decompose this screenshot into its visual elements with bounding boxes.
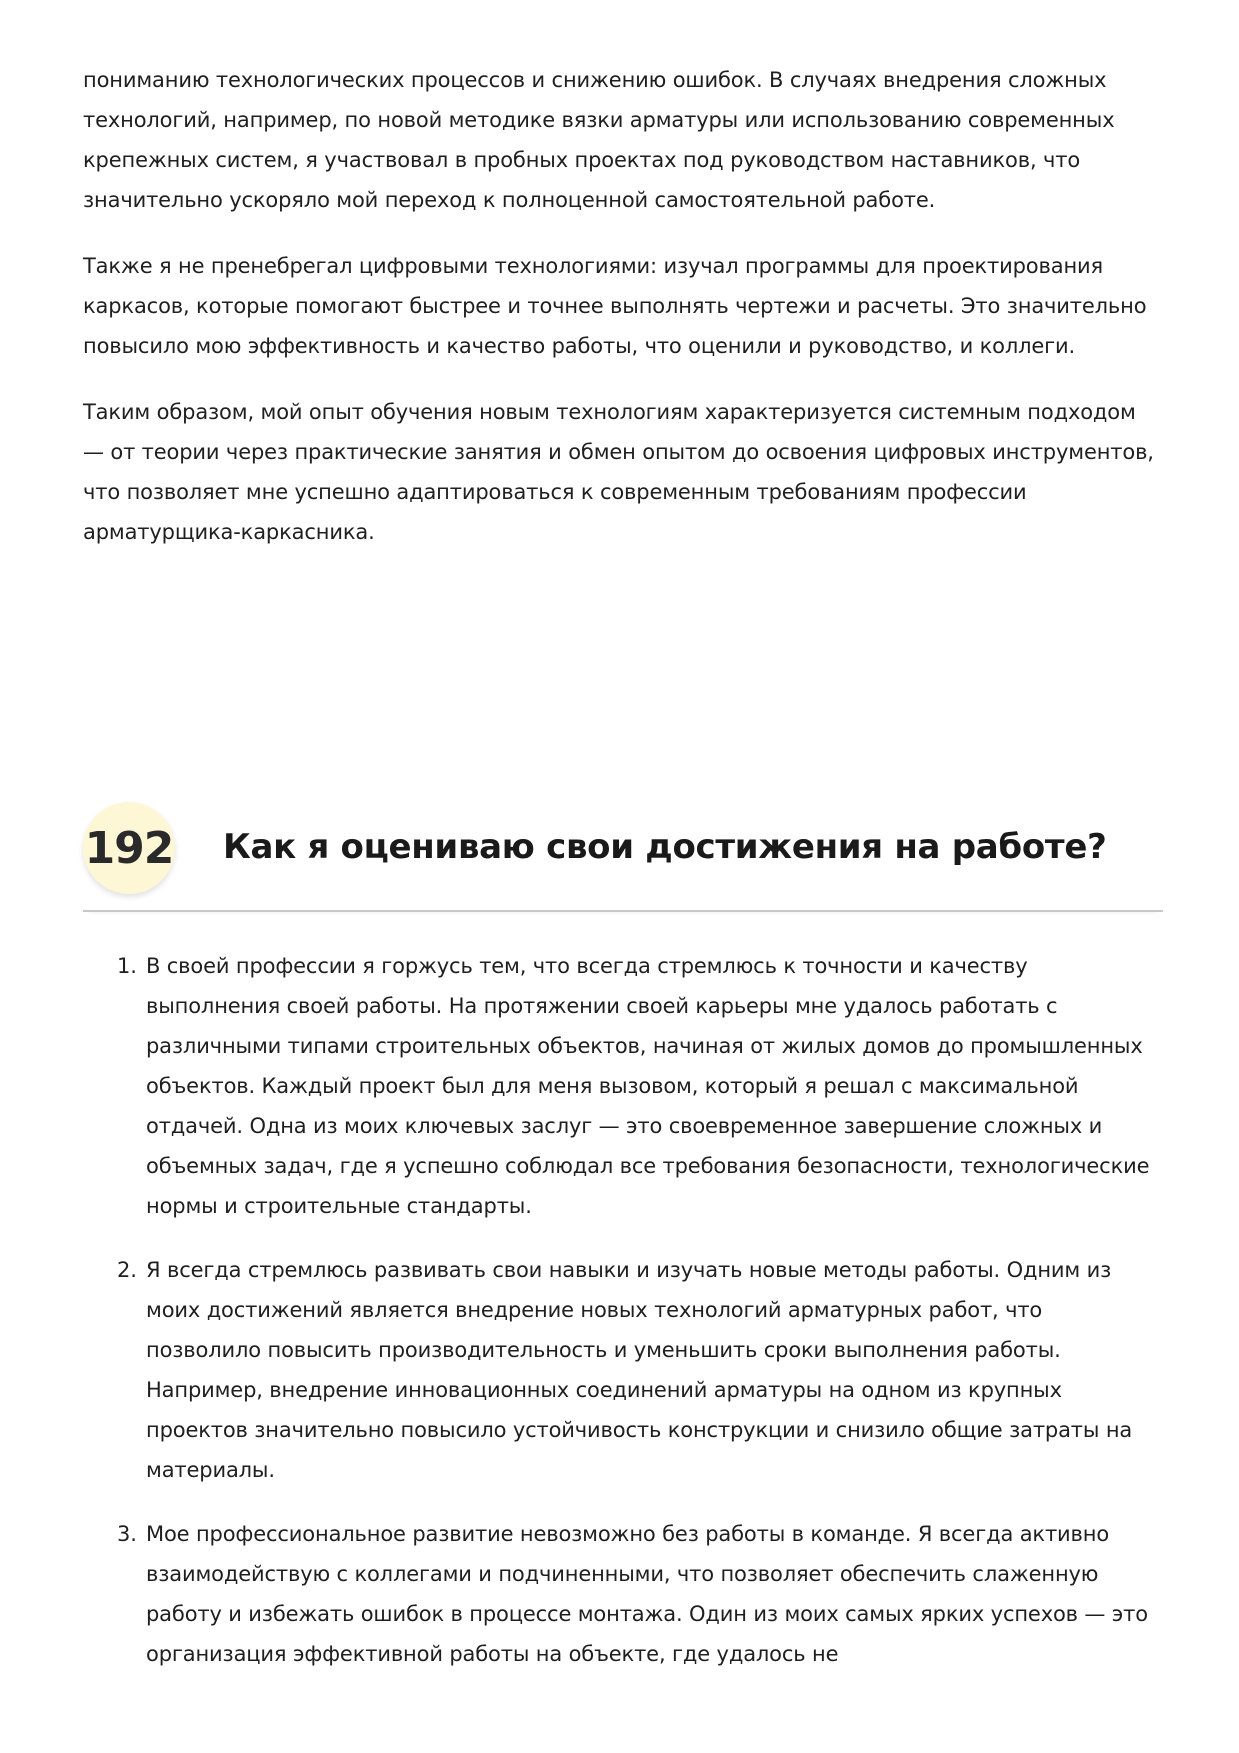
answer-text: В своей профессии я горжусь тем, что всегда стремлюсь к точности и качеству выполнения своей работы. На протяжении своей карьеры мне удалось работать с различными типами строительных объектов, начиная от жилых домов до промышленных объектов. Каждый проект был для меня вызовом, который я решал с максимальной отдачей. Одна из моих ключевых заслуг — это своевременное завершение сложных и объемных задач, где я успешно соблюдал все требования безопасности, технологические нормы и строительные стандарты.	[146, 954, 1150, 1218]
answer-text: Я всегда стремлюсь развивать свои навыки и изучать новые методы работы. Одним из моих достижений является внедрение новых технологий арматурных работ, что позволило повысить производительность и уменьшить сроки выполнения работы. Например, внедрение инновационных соединений арматуры на одном из крупных проектов значительно повысило устойчивость конструкции и снизило общие затраты на материалы.	[146, 1258, 1133, 1482]
intro-paragraph-3: Таким образом, мой опыт обучения новым технологиям характеризуется системным подходом — от теории через практические занятия и обмен опытом до освоения цифровых инструментов, что позволяет мне успешно адаптироваться к современным требованиям профессии арматурщика-каркасника.	[83, 400, 1154, 544]
intro-section	[83, 0, 1163, 552]
answer-text: Мое профессиональное развитие невозможно без работы в команде. Я всегда активно взаимодействую с коллегами и подчиненными, что позволяет обеспечить слаженную работу и избежать ошибок в процессе монтажа. Один из моих самых ярких успехов — это организация эффективной работы на объекте, где удалось не	[146, 1522, 1148, 1666]
answer-number: 2.	[117, 1258, 137, 1282]
answer-list	[83, 946, 1163, 1698]
intro-paragraph-2: Также я не пренебрегал цифровыми технологиями: изучал программы для проектирования каркасов, которые помогают быстрее и точнее выполнять чертежи и расчеты. Это значительно повысило мою эффективность и качество работы, что оценили и руководство, и коллеги.	[83, 254, 1147, 358]
answer-number: 1.	[117, 954, 137, 978]
question-number-badge: 192	[83, 802, 175, 894]
answer-item	[83, 1250, 1163, 1490]
answer-item	[83, 946, 1163, 1226]
answer-number: 3.	[117, 1522, 137, 1546]
intro-paragraph-1: пониманию технологических процессов и снижению ошибок. В случаях внедрения сложных технологий, например, по новой методике вязки арматуры или использованию современных крепежных систем, я участвовал в пробных проектах под руководством наставников, что значительно ускоряло мой переход к полноценной самостоятельной работе.	[83, 68, 1115, 212]
answer-item	[83, 1514, 1163, 1674]
question-header	[83, 800, 1163, 912]
question-title: Как я оцениваю свои достижения на работе?	[223, 827, 1107, 867]
